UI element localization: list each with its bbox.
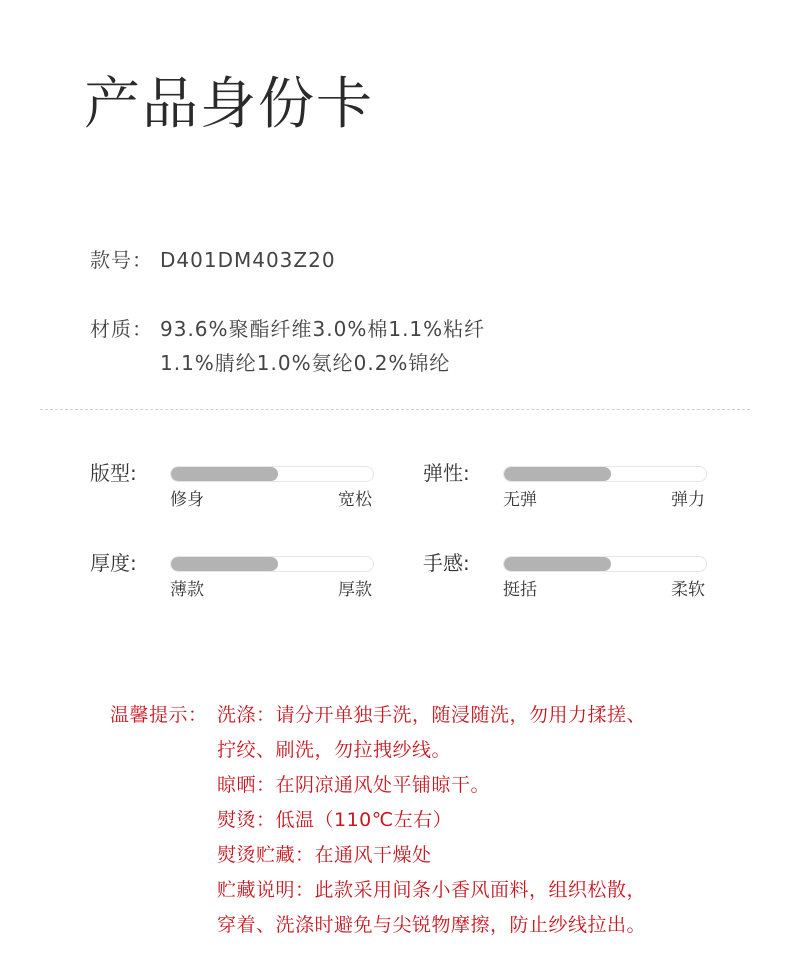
section-divider <box>40 409 750 410</box>
attribute-scale-track <box>170 466 374 482</box>
care-notice-line: 熨烫：低温（110℃左右） <box>217 809 453 831</box>
attribute-scale-track <box>503 466 707 482</box>
attribute-scale-fill <box>504 557 611 571</box>
care-notice-line: 拧绞、刷洗，勿拉拽纱线。 <box>217 739 452 761</box>
page-title: 产品身份卡 <box>84 72 374 137</box>
care-notice-line: 熨烫贮藏：在通风干燥处 <box>217 844 432 866</box>
attribute-scale-high-label: 宽松 <box>338 490 372 510</box>
attribute-elasticity <box>423 460 713 520</box>
attribute-scale-low-label: 薄款 <box>170 580 204 600</box>
material-label: 材质： <box>90 317 153 341</box>
attribute-scale-high-label: 弹力 <box>671 490 705 510</box>
attribute-label: 弹性: <box>423 461 470 485</box>
attribute-scale-low-label: 无弹 <box>503 490 537 510</box>
attribute-scale-fill <box>171 467 278 481</box>
attribute-thickness <box>90 550 380 610</box>
care-notice-line: 贮藏说明：此款采用间条小香风面料，组织松散， <box>217 879 647 901</box>
attribute-scale-high-label: 柔软 <box>671 580 705 600</box>
attribute-fit <box>90 460 380 520</box>
attribute-label: 版型: <box>90 461 137 485</box>
material-line-1: 93.6%聚酯纤维3.0%棉1.1%粘纤 <box>160 317 486 341</box>
style-number-label: 款号： <box>90 248 153 272</box>
attribute-scale-low-label: 挺括 <box>503 580 537 600</box>
care-notice-line: 洗涤：请分开单独手洗，随浸随洗，勿用力揉搓、 <box>217 704 647 726</box>
style-number-value: D401DM403Z20 <box>160 248 336 272</box>
attribute-scale-fill <box>504 467 611 481</box>
attribute-scale-track <box>170 556 374 572</box>
care-notice-line: 晾晒：在阴凉通风处平铺晾干。 <box>217 774 491 796</box>
care-notice-lines <box>217 700 687 945</box>
care-notice-line: 穿着、洗涤时避免与尖锐物摩擦，防止纱线拉出。 <box>217 914 647 936</box>
material-line-2: 1.1%腈纶1.0%氨纶0.2%锦纶 <box>160 351 451 375</box>
care-notice-heading: 温馨提示： <box>110 704 208 726</box>
attribute-scale-low-label: 修身 <box>170 490 204 510</box>
material-row <box>90 312 485 380</box>
attribute-scale-track <box>503 556 707 572</box>
attribute-label: 手感: <box>423 551 470 575</box>
attribute-scale-high-label: 厚款 <box>338 580 372 600</box>
attribute-scale-fill <box>171 557 278 571</box>
style-number-row <box>90 244 336 273</box>
attribute-label: 厚度: <box>90 551 137 575</box>
attribute-hand-feel <box>423 550 713 610</box>
